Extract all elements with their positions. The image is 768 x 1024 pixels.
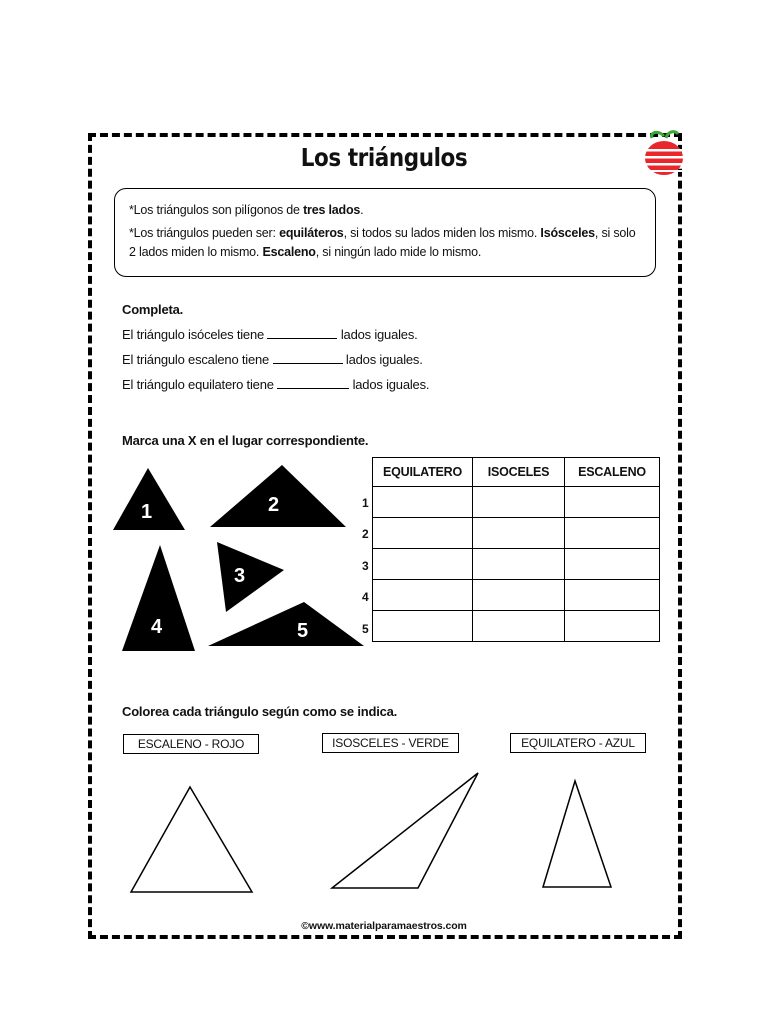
black-triangle-3 — [217, 542, 284, 612]
label-escaleno-rojo: ESCALENO - ROJO — [123, 734, 259, 754]
fill-line-2: El triángulo escaleno tiene lados iguales. — [122, 352, 423, 367]
label-equilatero-azul: EQUILATERO - AZUL — [510, 733, 646, 753]
table-row — [373, 549, 660, 580]
colorea-heading: Colorea cada triángulo según como se indica. — [122, 704, 398, 719]
answer-cell[interactable] — [373, 611, 473, 642]
outline-triangle-isosceles — [332, 773, 478, 888]
answer-cell[interactable] — [565, 549, 660, 580]
triangle-label-1: 1 — [141, 501, 153, 523]
triangle-label-3: 3 — [234, 565, 246, 587]
label-isosceles-verde: ISOSCELES - VERDE — [322, 733, 459, 753]
row-number-1: 1 — [362, 496, 369, 510]
answer-cell[interactable] — [473, 549, 565, 580]
answer-cell[interactable] — [373, 518, 473, 549]
answer-cell[interactable] — [473, 611, 565, 642]
fill-line-3: El triángulo equilatero tiene lados iguales. — [122, 377, 430, 392]
definition-line-2: *Los triángulos pueden ser: equiláteros, si todos su lados miden los mismo. Isósceles, si solo 2 lados miden lo mismo. Escaleno, si ningún lado mide lo mismo. — [129, 226, 636, 259]
row-number-3: 3 — [362, 559, 369, 573]
completa-heading: Completa. — [122, 302, 184, 317]
answer-cell[interactable] — [473, 518, 565, 549]
footer-credit: ©www.materialparamaestros.com — [301, 920, 467, 932]
row-number-4: 4 — [362, 590, 369, 604]
triangle-label-2: 2 — [268, 494, 280, 516]
triangle-label-4: 4 — [151, 616, 163, 638]
outline-triangle-escaleno — [131, 787, 252, 892]
table-row — [373, 487, 660, 518]
marca-heading: Marca una X en el lugar correspondiente. — [122, 433, 369, 448]
table-header-row — [373, 458, 660, 487]
table-row — [373, 518, 660, 549]
column-header-escaleno: ESCALENO — [565, 458, 660, 487]
classification-table — [372, 457, 660, 642]
answer-cell[interactable] — [373, 580, 473, 611]
answer-cell[interactable] — [373, 549, 473, 580]
answer-cell[interactable] — [565, 487, 660, 518]
column-header-isoceles: ISOCELES — [473, 458, 565, 487]
triangle-label-5: 5 — [297, 620, 309, 642]
column-header-equilatero: EQUILATERO — [373, 458, 473, 487]
answer-cell[interactable] — [473, 487, 565, 518]
black-triangle-5 — [208, 602, 364, 646]
answer-cell[interactable] — [565, 580, 660, 611]
answer-cell[interactable] — [565, 611, 660, 642]
outline-triangle-equilatero — [543, 781, 611, 887]
definition-line-1: *Los triángulos son pilígonos de tres lados. — [129, 203, 364, 217]
table-row — [373, 611, 660, 642]
fill-line-1: El triángulo isóceles tiene lados iguales. — [122, 327, 418, 342]
row-number-5: 5 — [362, 622, 369, 636]
answer-cell[interactable] — [473, 580, 565, 611]
answer-cell[interactable] — [565, 518, 660, 549]
page-title: Los triángulos — [300, 143, 468, 172]
row-number-2: 2 — [362, 527, 369, 541]
answer-cell[interactable] — [373, 487, 473, 518]
table-row — [373, 580, 660, 611]
